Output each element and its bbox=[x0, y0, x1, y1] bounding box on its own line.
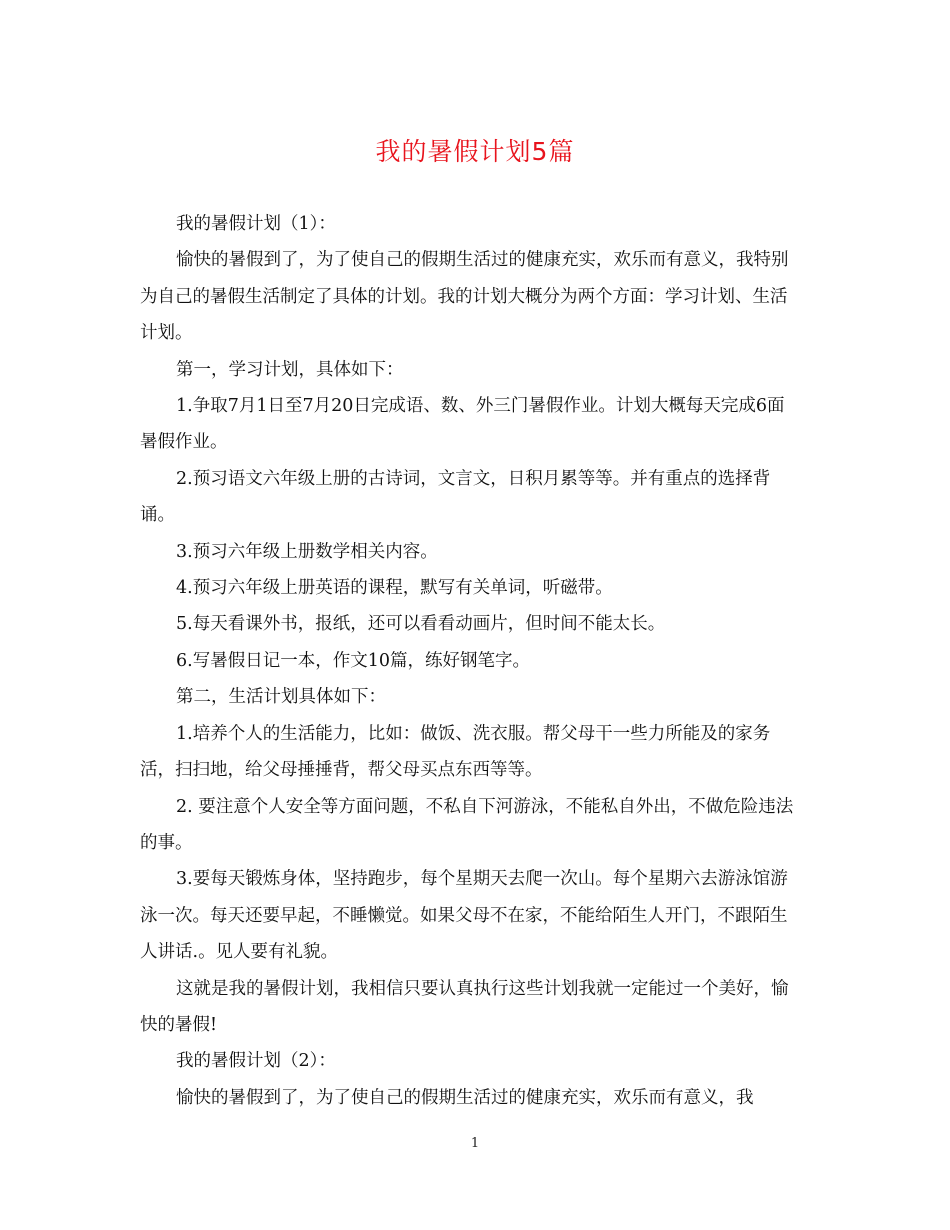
paragraph: 我的暑假计划（1）： bbox=[176, 214, 336, 234]
paragraph: 1.争取7月1日至7月20日完成语、数、外三门暑假作业。计划大概每天完成6面暑假作业。 bbox=[140, 396, 785, 453]
paragraph: 我的暑假计划（2）： bbox=[176, 1051, 336, 1072]
paragraph: 6.写暑假日记一本，作文10篇，练好钢笔字。 bbox=[176, 650, 530, 671]
paragraph: 3.要每天锻炼身体，坚持跑步，每个星期天去爬一次山。每个星期六去游泳馆游泳一次。每天还要早起，不睡懒觉。如果父母不在家，不能给陌生人开门，不跟陌生人讲话.。见人要有礼貌。 bbox=[140, 869, 788, 963]
paragraph: 1.培养个人的生活能力，比如：做饭、洗衣服。帮父母干一些力所能及的家务活，扫扫地，给父母捶捶背，帮父母买点东西等等。 bbox=[140, 723, 771, 781]
paragraph: 第二，生活计划具体如下： bbox=[176, 687, 386, 708]
document-body bbox=[140, 206, 800, 1116]
paragraph: 2.预习语文六年级上册的古诗词，文言文，日积月累等等。并有重点的选择背诵。 bbox=[140, 468, 771, 526]
paragraph: 愉快的暑假到了，为了使自己的假期生活过的健康充实，欢乐而有意义，我特别为自己的暑假生活制定了具体的计划。我的计划大概分为两个方面：学习计划、生活计划。 bbox=[140, 250, 789, 344]
paragraph: 3.预习六年级上册数学相关内容。 bbox=[176, 541, 438, 562]
paragraph: 5.每天看课外书，报纸，还可以看看动画片，但时间不能太长。 bbox=[176, 614, 666, 635]
paragraph: 第一，学习计划，具体如下： bbox=[176, 359, 404, 380]
paragraph: 愉快的暑假到了，为了使自己的假期生活过的健康充实，欢乐而有意义，我 bbox=[176, 1087, 754, 1108]
paragraph: 2. 要注意个人安全等方面问题，不私自下河游泳，不能私自外出，不做危险违法的事。 bbox=[140, 796, 794, 853]
page-number: 1 bbox=[470, 1136, 480, 1151]
paragraph: 这就是我的暑假计划，我相信只要认真执行这些计划我就一定能过一个美好，愉快的暑假! bbox=[140, 978, 789, 1035]
document-title: 我的暑假计划5篇 bbox=[375, 137, 575, 166]
paragraph: 4.预习六年级上册英语的课程，默写有关单词，听磁带。 bbox=[176, 578, 613, 599]
